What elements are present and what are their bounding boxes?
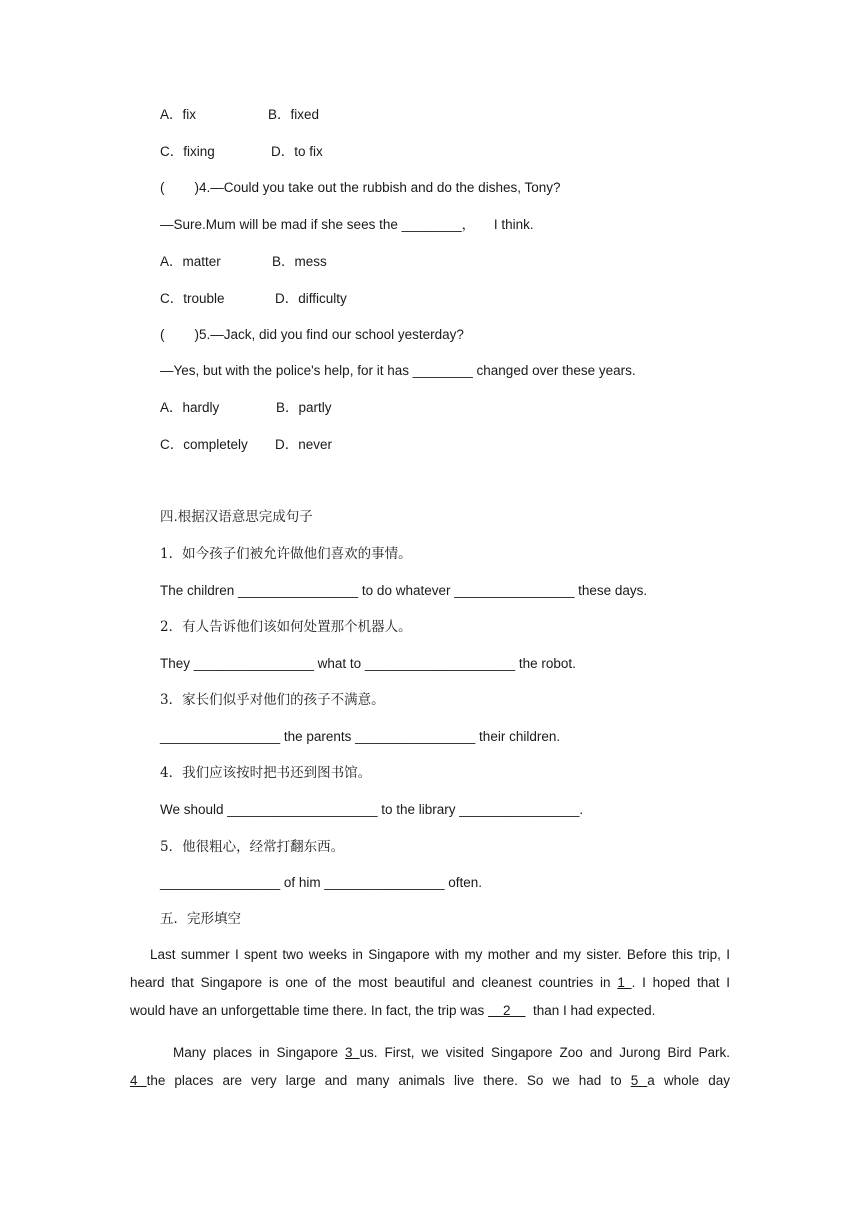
cloze-p2-line2 [130,1067,730,1095]
q3-option-b: B．fixed [268,107,320,122]
section4-item-3-english: ________________ the parents ________________ their children. [160,729,561,744]
q4-option-c: C．trouble [160,291,225,306]
q4-answer-line: —Sure.Mum will be mad if she sees the ________， I think. [160,217,534,232]
section4-item-1-english: The children ________________ to do whatever ________________ these days. [160,583,648,598]
q5-option-c: C．completely [160,437,248,452]
q3-option-d: D．to fix [271,144,323,159]
section4-item-2-chinese: 2．有人告诉他们该如何处置那个机器人。 [160,619,412,635]
q5-option-a: A．hardly [160,400,220,415]
cloze-p1-line3 [130,997,730,1025]
q3-option-c: C．fixing [160,144,215,159]
cloze-blank-1: 1 [617,975,632,990]
section4-item-2-english: They ________________ what to ____________________ the robot. [160,656,576,671]
cloze-p1-line1 [130,941,730,969]
cloze-text: Many places in Singapore [173,1045,346,1060]
cloze-p1-line2 [130,969,730,997]
q3-option-a: A．fix [160,107,197,122]
cloze-text: than I had expected. [525,1003,656,1018]
cloze-blank-2: 2 [487,1003,526,1018]
section4-item-4-english: We should ____________________ to the library ________________. [160,802,584,817]
q4-option-a: A．matter [160,254,221,269]
cloze-text: heard that Singapore is one of the most beautiful and cleanest countries in [130,975,618,990]
q4-option-b: B．mess [272,254,327,269]
section4-item-5-english: ________________ of him ________________ often. [160,875,483,890]
section4-item-5-chinese: 5．他很粗心，经常打翻东西。 [160,839,345,855]
cloze-text: a whole day [647,1073,730,1088]
cloze-text: us. First, we visited Singapore Zoo and Jurong Bird Park. [359,1045,730,1060]
section4-title: 四.根据汉语意思完成句子 [160,509,313,525]
q5-option-d: D．never [275,437,333,452]
cloze-blank-4: 4 [130,1073,147,1088]
q4-option-d: D．difficulty [275,291,347,306]
section4-item-1-chinese: 1．如今孩子们被允许做他们喜欢的事情。 [160,546,412,562]
section4-item-3-chinese: 3．家长们似乎对他们的孩子不满意。 [160,692,385,708]
section4-item-4-chinese: 4．我们应该按时把书还到图书馆。 [160,765,372,781]
q4-question: ( )4.—Could you take out the rubbish and do the dishes, Tony? [160,180,561,195]
cloze-blank-5: 5 [630,1073,648,1088]
cloze-p2-line1 [130,1039,730,1067]
q5-question: ( )5.—Jack, did you find our school yesterday? [160,327,464,342]
cloze-blank-3: 3 [345,1045,360,1060]
q5-option-b: B．partly [276,400,332,415]
cloze-text: the places are very large and many animals live there. So we had to [146,1073,631,1088]
q5-answer-line: —Yes, but with the police's help, for it has ________ changed over these years. [160,363,636,378]
cloze-text: Last summer I spent two weeks in Singapore with my mother and my sister. Before this trip, I [150,947,730,962]
section5-title: 五．完形填空 [160,911,241,927]
cloze-text: would have an unforgettable time there. In fact, the trip was [130,1003,488,1018]
cloze-text: . I hoped that I [631,975,730,990]
